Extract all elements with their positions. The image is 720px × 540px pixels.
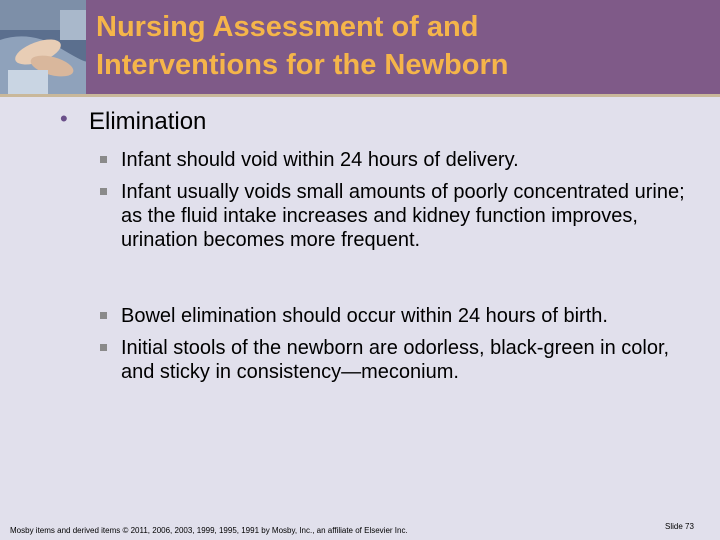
square-bullet-icon bbox=[100, 156, 107, 163]
square-bullet-icon bbox=[100, 188, 107, 195]
round-bullet-icon: • bbox=[60, 106, 68, 131]
main-bullet-text: Elimination bbox=[89, 108, 207, 135]
sub-bullet-text: Infant should void within 24 hours of delivery. bbox=[121, 149, 519, 171]
header-bar bbox=[0, 0, 720, 94]
square-bullet-icon bbox=[100, 344, 107, 351]
header-divider bbox=[0, 94, 720, 97]
slide-title bbox=[96, 8, 696, 84]
title-line-1: Nursing Assessment of and bbox=[96, 11, 479, 43]
sub-bullet-text: Infant usually voids small amounts of poorly concentrated urine; as the fluid intake increases and kidney function improves, urination becomes more frequent. bbox=[121, 181, 685, 251]
hands-photo-icon bbox=[0, 0, 86, 94]
copyright-footer: Mosby items and derived items © 2011, 2006, 2003, 1999, 1995, 1991 by Mosby, Inc., an affiliate of Elsevier Inc. bbox=[10, 526, 408, 535]
square-bullet-icon bbox=[100, 312, 107, 319]
sub-bullet-text: Initial stools of the newborn are odorless, black-green in color, and sticky in consistency—meconium. bbox=[121, 337, 670, 383]
slide-number: Slide 73 bbox=[665, 522, 694, 531]
header-photo bbox=[0, 0, 86, 94]
sub-bullet-text: Bowel elimination should occur within 24 hours of birth. bbox=[121, 305, 608, 327]
title-line-2: Interventions for the Newborn bbox=[96, 49, 509, 81]
